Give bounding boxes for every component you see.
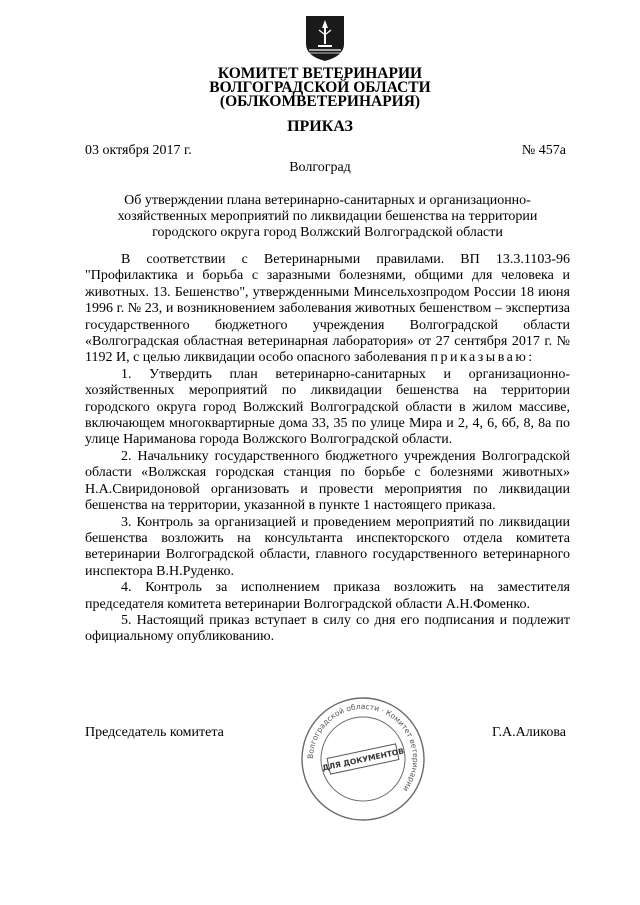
stamp-ring-text: Волгоградской области · Комитет ветеринарии <box>305 701 421 794</box>
order-date: 03 октября 2017 г. <box>85 143 192 158</box>
signatory-name: Г.А.Аликова <box>492 725 566 740</box>
order-item-5: 5. Настоящий приказ вступает в силу со дня его подписания и подлежит официальному опубликованию. <box>85 612 570 645</box>
document-type: ПРИКАЗ <box>287 118 353 135</box>
order-item-1: 1. Утвердить план ветеринарно-санитарных и организационно-хозяйственных мероприятий по ликвидации бешенства на территории городского округа город Волжский Волгоградской области в жилом массиве, включающем многоквартирные дома 33, 35 по улице Мира и 2, 4, 6, 6б, 8, 8а по улице Нариманова города Волжского Волгоградской области. <box>85 366 570 448</box>
order-number: № 457а <box>521 143 566 158</box>
preamble-paragraph <box>85 252 570 367</box>
order-body <box>85 252 570 646</box>
order-city: Волгоград <box>289 160 351 175</box>
order-item-2: 2. Начальнику государственного бюджетного учреждения Волгоградской области «Волжская городская станция по борьбе с болезнями животных» Н.А.Свиридоновой организовать и провести мероприятия по ликвидации бешенства на территории, указанной в пункте 1 настоящего приказа. <box>85 448 570 514</box>
order-word: приказываю: <box>430 350 535 366</box>
official-stamp <box>298 694 428 824</box>
order-item-3: 3. Контроль за организацией и проведением мероприятий по ликвидации бешенства возложить на консультанта инспекторского отдела комитета ветеринарии Волгоградской области, главного государственного ветеринарного инспектора В.Н.Руденко. <box>85 514 570 579</box>
subject-line: Об утверждении плана ветеринарно-санитарных и организационно- <box>124 193 531 208</box>
preamble-text: В соответствии с Ветеринарными правилами. ВП 13.3.1103-96 "Профилактика и борьба с заразными болезнями, общими для человека и животных. 13. Бешенство", утвержденными Минсельхозпродом России 18 июня 1996 г. № 23, и возникновением заболевания животных бешенством – экспертиза государственного бюджетного учреждения Волгоградской области «Волгоградская областная ветеринарная лаборатория» от 27 сентября 2017 г. № 1192 И, с целью ликвидации особо опасного заболевания <box>85 252 570 366</box>
subject-line: городского округа город Волжский Волгоградской области <box>152 225 503 240</box>
stamp-center-text: ДЛЯ ДОКУМЕНТОВ <box>321 746 405 773</box>
coat-of-arms-icon <box>304 14 346 62</box>
committee-name-line2: ВОЛГОГРАДСКОЙ ОБЛАСТИ <box>209 79 431 96</box>
committee-abbrev: (ОБЛКОМВЕТЕРИНАРИЯ) <box>219 93 421 110</box>
signatory-role: Председатель комитета <box>85 725 224 740</box>
order-subject <box>85 193 570 241</box>
subject-line: хозяйственных мероприятий по ликвидации бешенства на территории <box>117 209 538 224</box>
committee-name-line1: КОМИТЕТ ВЕТЕРИНАРИИ <box>217 65 423 82</box>
order-item-4: 4. Контроль за исполнением приказа возложить на заместителя председателя комитета ветеринарии Волгоградской области А.Н.Фоменко. <box>85 580 570 612</box>
